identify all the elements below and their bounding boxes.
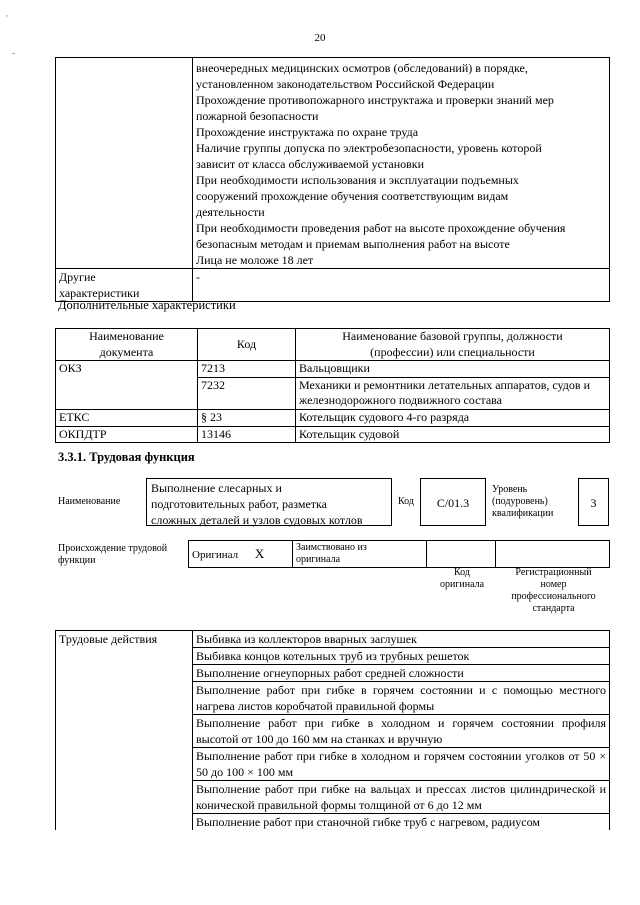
origin-label: Происхождение трудовой функции [58, 543, 168, 566]
name-cell: Котельщик судового 4-го разряда [296, 409, 610, 426]
table-row [56, 377, 610, 409]
requirement-line: внеочередных медицинских осмотров (обследований) в порядке, [196, 61, 528, 75]
header-document: Наименование документа [56, 329, 198, 361]
action-item: Выполнение работ при станочной гибке труб с нагревом, радиусом [193, 814, 610, 831]
other-characteristics-label: Другие характеристики [56, 269, 193, 302]
additional-title: Дополнительные характеристики [58, 298, 236, 312]
origin-table [188, 540, 610, 568]
function-code-value: C/01.3 [420, 478, 486, 526]
action-item: Выполнение работ при гибке в холодном и горячем состоянии профиля высотой от 100 до 160 мм на станках и вручную [193, 715, 610, 748]
name-cell: Механики и ремонтники летательных аппаратов, судов и железнодорожного подвижного состава [296, 377, 610, 409]
action-item: Выполнение огнеупорных работ средней сложности [193, 665, 610, 682]
action-item: Выполнение работ при гибке в горячем состоянии и с помощью местного нагрева листов коробчатой правильной формы [193, 682, 610, 715]
function-name-box: Выполнение слесарных и подготовительных работ, разметка сложных деталей и узлов судовых котлов [146, 478, 392, 526]
requirements-label-cell [56, 58, 193, 269]
actions-label: Трудовые действия [56, 631, 193, 831]
requirement-line: пожарной безопасности [196, 109, 319, 123]
requirement-line: Наличие группы допуска по электробезопасности, уровень которой [196, 141, 542, 155]
name-label: Наименование [58, 496, 121, 507]
requirement-line: При необходимости проведения работ на высоте прохождение обучения [196, 221, 566, 235]
page-number: 20 [314, 32, 326, 44]
code-cell: 7232 [198, 377, 296, 409]
function-heading: 3.3.1. Трудовая функция [58, 450, 195, 464]
reg-number-label: Регистрационный номер профессионального стандарта [511, 567, 596, 614]
reg-number-cell [496, 541, 610, 568]
code-label: Код [398, 496, 414, 507]
other-characteristics-value: - [193, 269, 610, 302]
header-code: Код [198, 329, 296, 361]
code-cell: 13146 [198, 426, 296, 443]
code-cell: § 23 [198, 409, 296, 426]
requirement-line: При необходимости использования и эксплуатации подъемных [196, 173, 519, 187]
original-mark: X [254, 545, 265, 561]
level-label: Уровень (подуровень) квалификации [492, 484, 554, 519]
requirement-line: Прохождение противопожарного инструктажа и проверки знаний мер [196, 93, 554, 107]
action-item: Выбивка из коллекторов вварных заглушек [193, 631, 610, 648]
table-row [56, 409, 610, 426]
name-cell: Котельщик судовой [296, 426, 610, 443]
action-item: Выбивка концов котельных труб из трубных решеток [193, 648, 610, 665]
requirement-line: зависит от класса обслуживаемой установки [196, 157, 425, 171]
requirement-line: безопасным методам и приемам выполнения работ на высоте [196, 237, 510, 251]
table-row [56, 361, 610, 378]
requirements-table [55, 57, 610, 302]
scan-mark: ' [6, 14, 8, 25]
action-item: Выполнение работ при гибке на вальцах и прессах листов цилиндрической и конической правильной формы толщиной от 6 до 12 мм [193, 781, 610, 814]
requirement-line: установленном законодательством Российской Федерации [196, 77, 495, 91]
action-item: Выполнение работ при гибке в холодном и горячем состоянии уголков от 50 × 50 до 100 × 100 мм [193, 748, 610, 781]
scan-mark: - [12, 48, 16, 59]
table-row [56, 426, 610, 443]
name-cell: Вальцовщики [296, 361, 610, 378]
level-value: 3 [578, 478, 609, 526]
requirement-line: Лица не моложе 18 лет [196, 253, 314, 267]
doc-cell [56, 377, 198, 409]
code-origin-cell [427, 541, 496, 568]
code-origin-label: Код оригинала [439, 567, 485, 590]
original-cell: Оригинал X [189, 541, 293, 568]
doc-cell: ОКЗ [56, 361, 198, 378]
table-row [56, 631, 610, 648]
requirement-line: сооружений прохождение обучения соответствующим видам [196, 189, 509, 203]
actions-table [55, 630, 610, 830]
doc-cell: ОКПДТР [56, 426, 198, 443]
additional-table [55, 328, 610, 443]
requirement-line: Прохождение инструктажа по охране труда [196, 125, 419, 139]
borrowed-cell: Заимствовано из оригинала [293, 541, 427, 568]
requirements-text-cell [193, 58, 610, 269]
header-name: Наименование базовой группы, должности (профессии) или специальности [296, 329, 610, 361]
requirement-line: деятельности [196, 205, 265, 219]
doc-cell: ЕТКС [56, 409, 198, 426]
code-cell: 7213 [198, 361, 296, 378]
